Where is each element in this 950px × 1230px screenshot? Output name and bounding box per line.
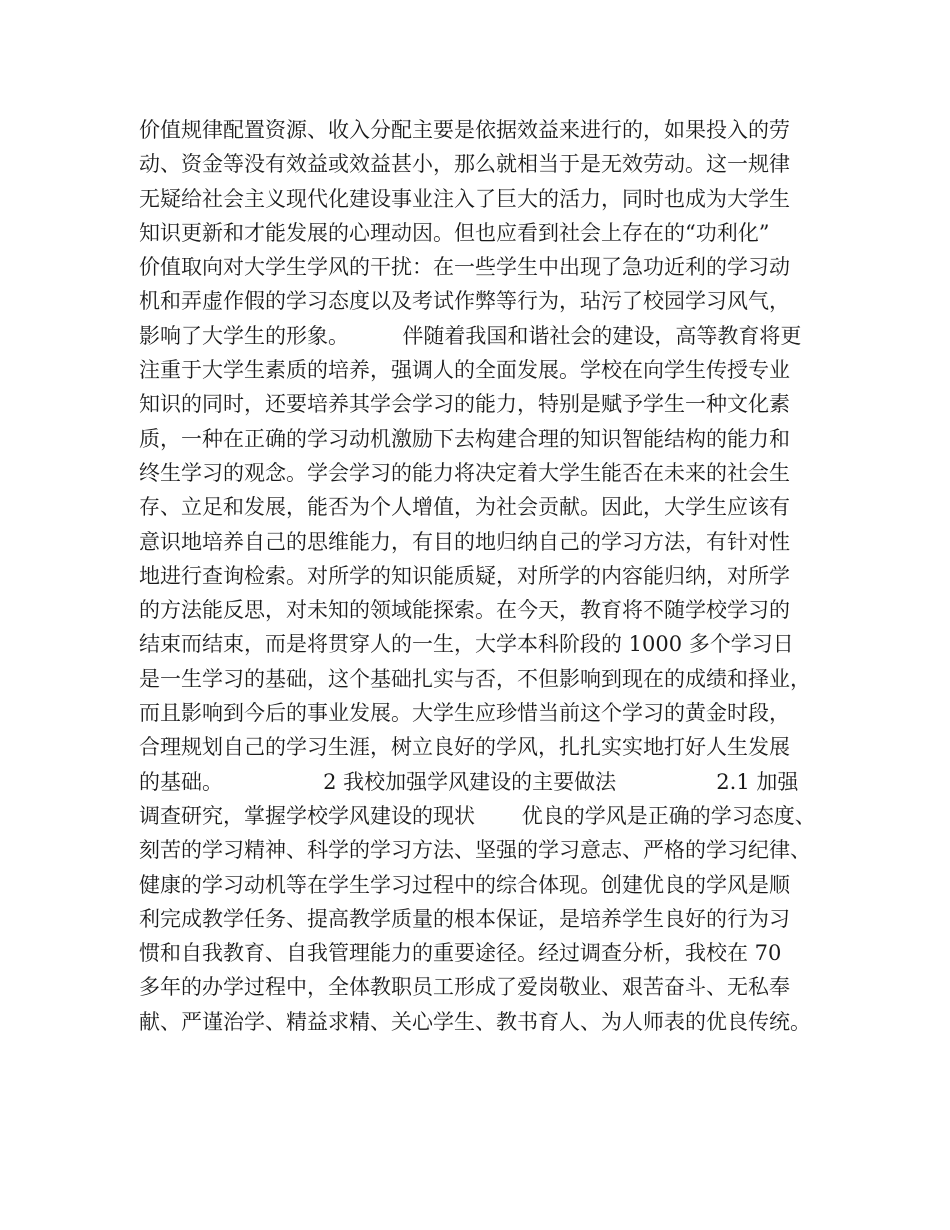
- text-line: 献、严谨治学、精益求精、关心学生、教书育人、为人师表的优良传统。: [139, 1009, 811, 1034]
- text-line: 知识的同时，还要培养其学会学习的能力，特别是赋予学生一种文化素: [139, 392, 790, 417]
- text-line: 意识地培养自己的思维能力，有目的地归纳自己的学习方法，有针对性: [139, 529, 790, 554]
- text-line: 合理规划自己的学习生涯，树立良好的学风，扎扎实实地打好人生发展: [139, 735, 790, 760]
- text-line: 机和弄虚作假的学习态度以及考试作弊等行为，玷污了校园学习风气，: [139, 289, 790, 314]
- text-line: 价值规律配置资源、收入分配主要是依据效益来进行的，如果投入的劳: [139, 118, 790, 142]
- text-line: 质，一种在正确的学习动机激励下去构建合理的知识智能结构的能力和: [139, 426, 790, 451]
- text-line: 影响了大学生的形象。 伴随着我国和谐社会的建设，高等教育将更: [139, 323, 802, 348]
- text-line: 惯和自我教育、自我管理能力的重要途径。经过调查分析，我校在 70: [139, 941, 782, 966]
- text-line: 结束而结束，而是将贯穿人的一生，大学本科阶段的 1000 多个学习日: [139, 632, 794, 657]
- text-line: 价值取向对大学生学风的干扰：在一些学生中出现了急功近利的学习动: [139, 255, 790, 280]
- text-line: 终生学习的观念。学会学习的能力将决定着大学生能否在未来的社会生: [139, 460, 790, 485]
- text-line: 动、资金等没有效益或效益甚小，那么就相当于是无效劳动。这一规律: [139, 152, 790, 177]
- text-line: 健康的学习动机等在学生学习过程中的综合体现。创建优良的学风是顺: [139, 872, 790, 897]
- text-line: 存、立足和发展，能否为个人增值，为社会贡献。因此，大学生应该有: [139, 495, 790, 520]
- text-line: 刻苦的学习精神、科学的学习方法、坚强的学习意志、严格的学习纪律、: [139, 838, 811, 863]
- text-line: 地进行查询检索。对所学的知识能质疑，对所学的内容能归纳，对所学: [139, 563, 790, 588]
- text-line: 知识更新和才能发展的心理动因。但也应看到社会上存在的“功利化”: [139, 220, 770, 245]
- text-line: 是一生学习的基础，这个基础扎实与否，不但影响到现在的成绩和择业，: [139, 666, 811, 691]
- text-line: 的方法能反思，对未知的领域能探索。在今天，教育将不随学校学习的: [139, 598, 790, 623]
- text-line: 而且影响到今后的事业发展。大学生应珍惜当前这个学习的黄金时段，: [139, 701, 790, 726]
- body-text: [139, 113, 839, 1039]
- text-line: 多年的办学过程中，全体教职员工形成了爱岗敬业、艰苦奋斗、无私奉: [139, 975, 790, 1000]
- text-line: 无疑给社会主义现代化建设事业注入了巨大的活力，同时也成为大学生: [139, 186, 790, 211]
- text-line: 利完成教学任务、提高教学质量的根本保证，是培养学生良好的行为习: [139, 906, 790, 931]
- text-line: 调查研究，掌握学校学风建设的现状 优良的学风是正确的学习态度、: [139, 803, 816, 828]
- text-line: 注重于大学生素质的培养，强调人的全面发展。学校在向学生传授专业: [139, 358, 790, 383]
- text-line: 的基础。 2 我校加强学风建设的主要做法 2.1 加强: [139, 769, 799, 794]
